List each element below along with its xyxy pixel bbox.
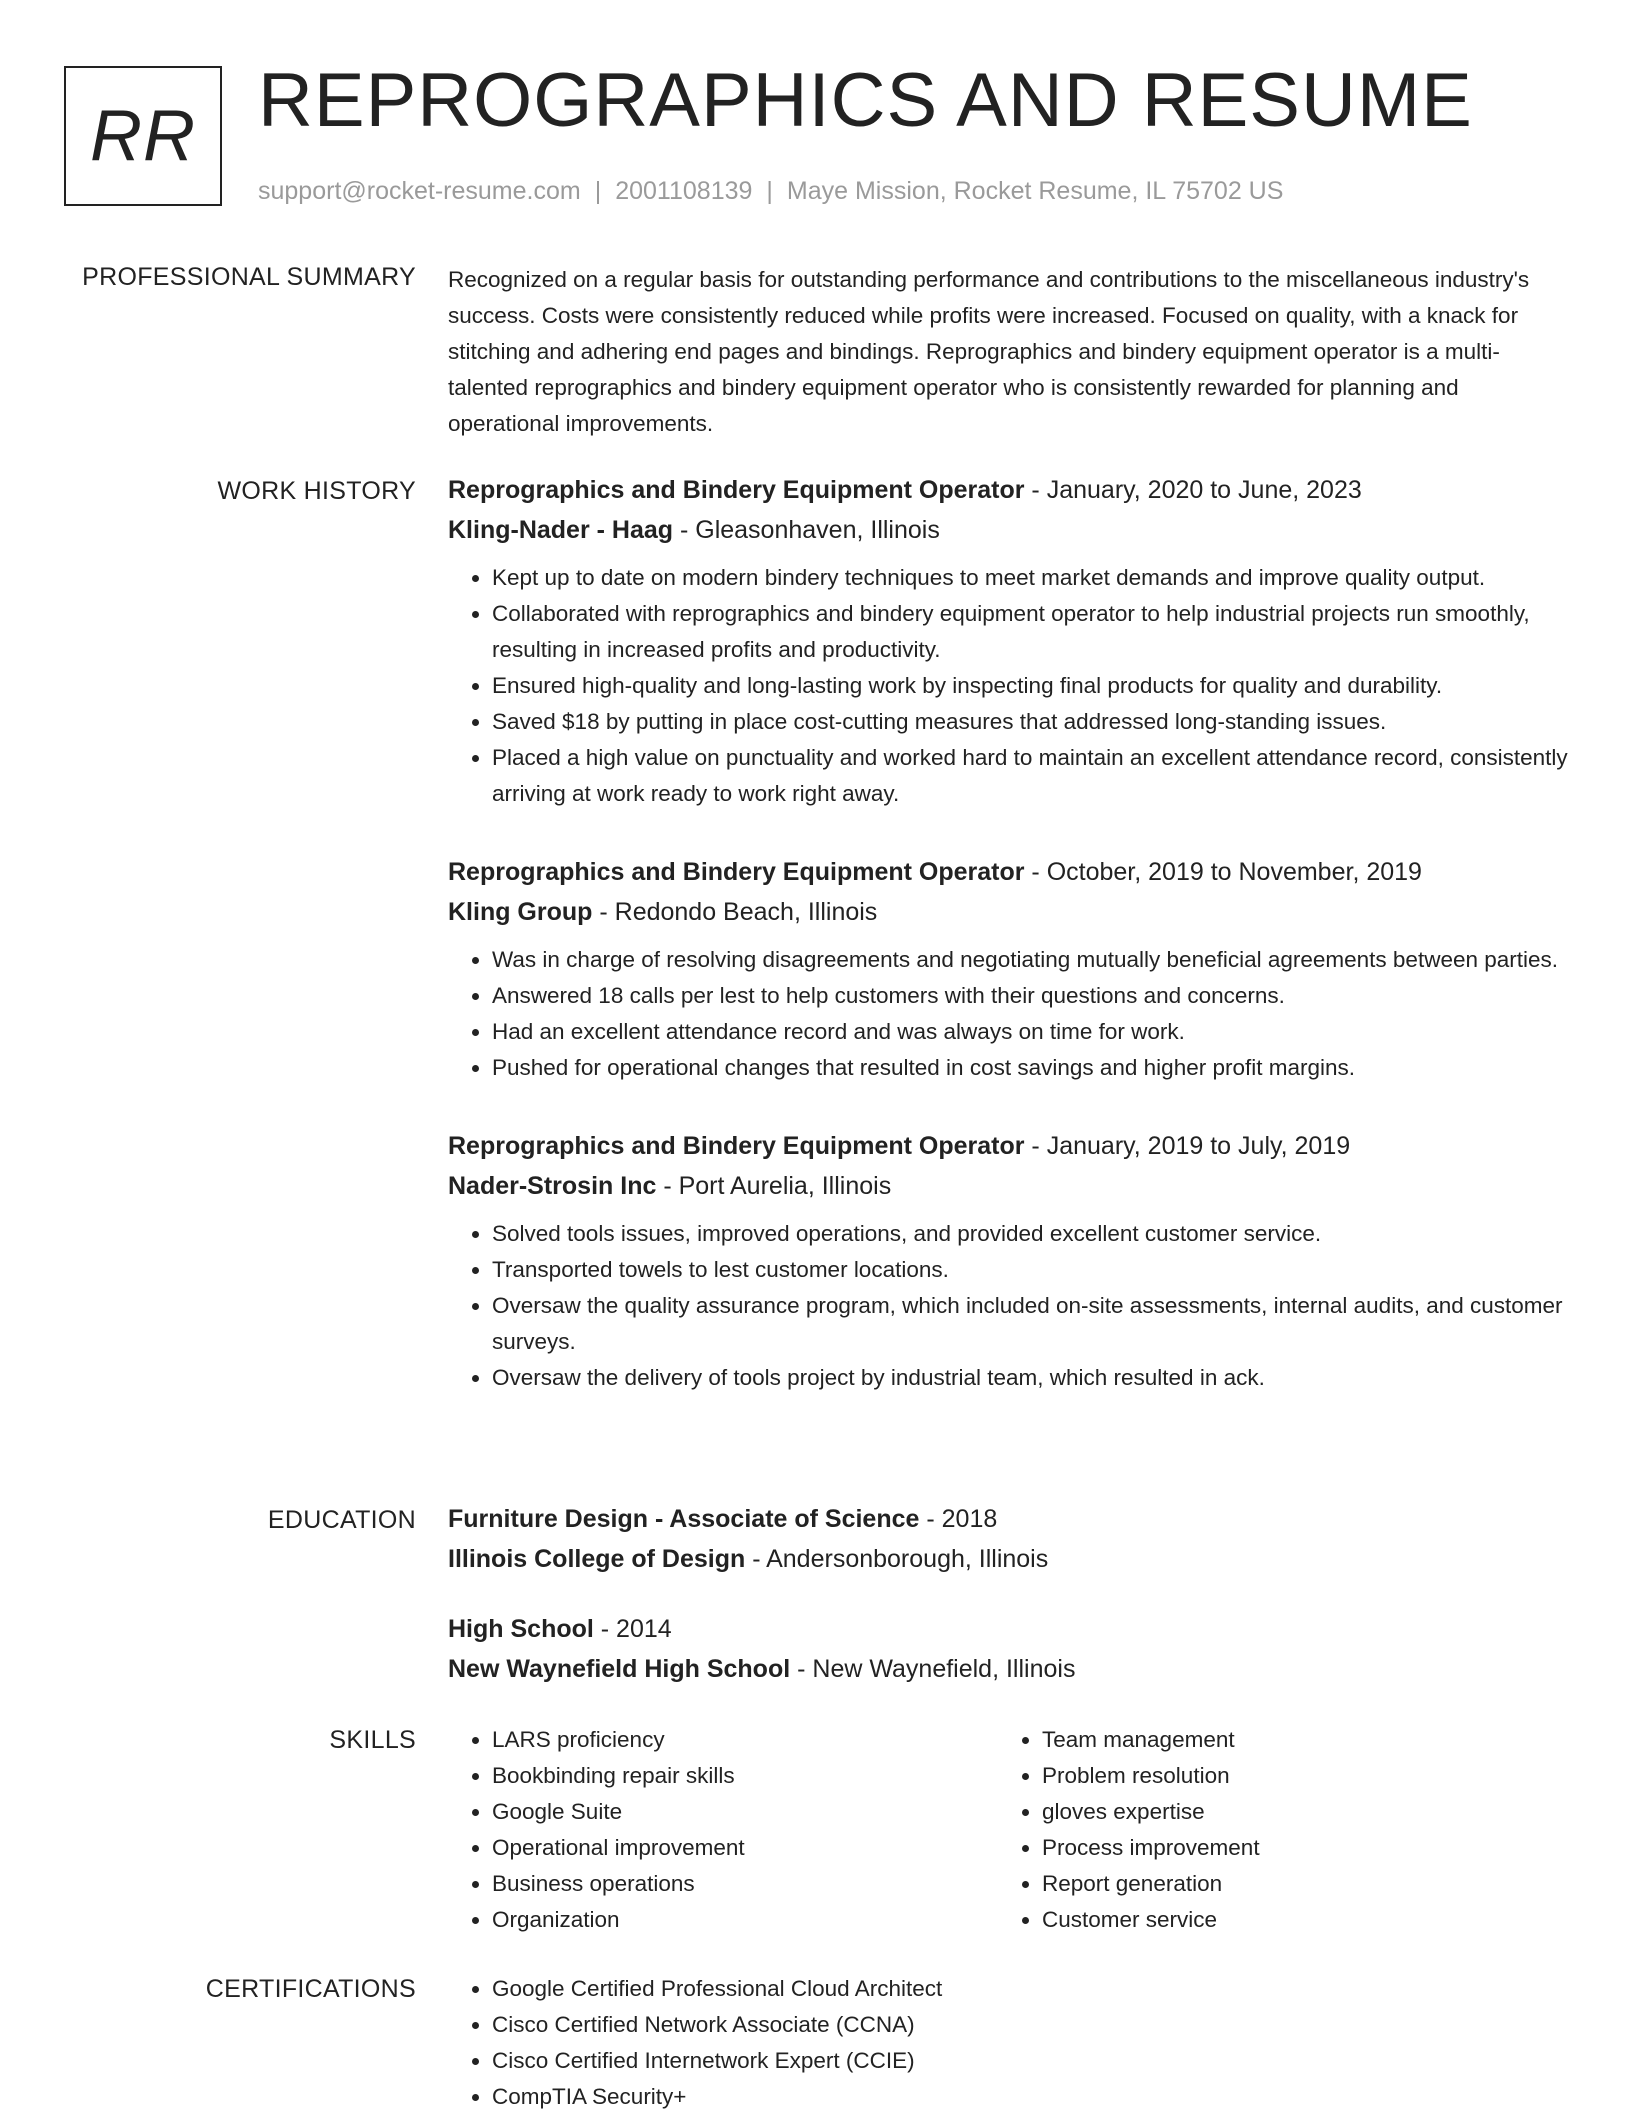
job-bullets bbox=[448, 942, 1568, 1086]
education-location: - Andersonborough, Illinois bbox=[745, 1545, 1049, 1573]
job-company: Kling Group bbox=[448, 898, 593, 926]
section-title-work-history: WORK HISTORY bbox=[217, 477, 416, 505]
skills-column-right bbox=[998, 1722, 1548, 1938]
contact-email: support@rocket-resume.com bbox=[258, 177, 581, 205]
education-location: - New Waynefield, Illinois bbox=[790, 1655, 1076, 1683]
monogram-logo: RR bbox=[64, 66, 222, 206]
candidate-name: REPROGRAPHICS AND RESUME bbox=[258, 58, 1473, 143]
list-item: • Ensured high-quality and long-lasting work by inspecting final products for quality and durability. bbox=[492, 668, 1568, 704]
job-bullets bbox=[448, 1216, 1568, 1396]
list-item: • Cisco Certified Network Associate (CCNA) bbox=[492, 2007, 1568, 2043]
education-degree: Furniture Design - Associate of Science bbox=[448, 1505, 920, 1533]
list-item: • Business operations bbox=[492, 1866, 998, 1902]
job-company-line bbox=[448, 1166, 1568, 1206]
list-item: • Collaborated with reprographics and bindery equipment operator to help industrial projects run smoothly, resulting in increased profits and productivity. bbox=[492, 596, 1568, 668]
skills-list-left bbox=[448, 1722, 998, 1938]
list-item: • Was in charge of resolving disagreements and negotiating mutually beneficial agreements between parties. bbox=[492, 942, 1568, 978]
list-item: • Placed a high value on punctuality and worked hard to maintain an excellent attendance record, consistently arriving at work ready to work right away. bbox=[492, 740, 1568, 812]
skills-list-right bbox=[998, 1722, 1548, 1938]
list-item: • Bookbinding repair skills bbox=[492, 1758, 998, 1794]
education-entry bbox=[448, 1609, 1568, 1689]
education-school-line bbox=[448, 1649, 1568, 1689]
section-title-summary: PROFESSIONAL SUMMARY bbox=[82, 263, 416, 291]
summary-text: Recognized on a regular basis for outstanding performance and contributions to the miscellaneous industry's success. Costs were consistently reduced while profits were increased. Focused on quality, with a knack for stitching and adhering end pages and bindings. Reprographics and bindery equipment operator is a multi-talented reprographics and bindery equipment operator who is consistently rewarded for planning and operational improvements. bbox=[448, 267, 1530, 436]
list-item: • Google Certified Professional Cloud Architect bbox=[492, 1971, 1568, 2007]
list-item: • Pushed for operational changes that resulted in cost savings and higher profit margins. bbox=[492, 1050, 1568, 1086]
contact-phone: 2001108139 bbox=[615, 177, 753, 205]
list-item: • Answered 18 calls per lest to help customers with their questions and concerns. bbox=[492, 978, 1568, 1014]
job-location: - Port Aurelia, Illinois bbox=[656, 1172, 892, 1200]
contact-separator: | bbox=[594, 177, 602, 205]
skills-body bbox=[448, 1722, 1568, 1938]
job-entry bbox=[448, 1126, 1568, 1396]
list-item: • Team management bbox=[1042, 1722, 1548, 1758]
job-role: Reprographics and Bindery Equipment Operator bbox=[448, 476, 1025, 504]
job-bullets bbox=[448, 560, 1568, 812]
list-item: • Kept up to date on modern bindery techniques to meet market demands and improve quality output. bbox=[492, 560, 1568, 596]
list-item: • Cisco Certified Internetwork Expert (CCIE) bbox=[492, 2043, 1568, 2079]
list-item: • Google Suite bbox=[492, 1794, 998, 1830]
section-title-certifications: CERTIFICATIONS bbox=[205, 1975, 416, 2003]
job-company: Nader-Strosin Inc bbox=[448, 1172, 657, 1200]
work-history-body bbox=[448, 470, 1568, 1436]
skills-grid bbox=[448, 1722, 1568, 1938]
job-title-line bbox=[448, 470, 1568, 510]
education-year: - 2014 bbox=[593, 1615, 672, 1643]
education-degree-line bbox=[448, 1609, 1568, 1649]
list-item: • Had an excellent attendance record and was always on time for work. bbox=[492, 1014, 1568, 1050]
job-dates: - January, 2019 to July, 2019 bbox=[1024, 1132, 1351, 1160]
skills-column-left bbox=[448, 1722, 998, 1938]
education-entry bbox=[448, 1499, 1568, 1579]
job-entry bbox=[448, 470, 1568, 812]
job-dates: - October, 2019 to November, 2019 bbox=[1024, 858, 1422, 886]
education-body bbox=[448, 1499, 1568, 1719]
list-item: • Solved tools issues, improved operations, and provided excellent customer service. bbox=[492, 1216, 1568, 1252]
education-degree-line bbox=[448, 1499, 1568, 1539]
job-location: - Gleasonhaven, Illinois bbox=[673, 516, 940, 544]
section-title-skills: SKILLS bbox=[329, 1726, 416, 1754]
job-company-line bbox=[448, 510, 1568, 550]
list-item: • gloves expertise bbox=[1042, 1794, 1548, 1830]
education-school: Illinois College of Design bbox=[448, 1545, 746, 1573]
education-school-line bbox=[448, 1539, 1568, 1579]
job-role: Reprographics and Bindery Equipment Operator bbox=[448, 858, 1025, 886]
list-item: • Problem resolution bbox=[1042, 1758, 1548, 1794]
list-item: • Oversaw the delivery of tools project by industrial team, which resulted in ack. bbox=[492, 1360, 1568, 1396]
job-title-line bbox=[448, 1126, 1568, 1166]
list-item: • Organization bbox=[492, 1902, 998, 1938]
contact-address: Maye Mission, Rocket Resume, IL 75702 US bbox=[786, 177, 1284, 205]
job-entry bbox=[448, 852, 1568, 1086]
list-item: • Customer service bbox=[1042, 1902, 1548, 1938]
education-year: - 2018 bbox=[919, 1505, 998, 1533]
list-item: • LARS proficiency bbox=[492, 1722, 998, 1758]
list-item: • Report generation bbox=[1042, 1866, 1548, 1902]
job-company-line bbox=[448, 892, 1568, 932]
education-degree: High School bbox=[448, 1615, 594, 1643]
job-company: Kling-Nader - Haag bbox=[448, 516, 674, 544]
list-item: • Process improvement bbox=[1042, 1830, 1548, 1866]
list-item: • Oversaw the quality assurance program, which included on-site assessments, internal audits, and customer surveys. bbox=[492, 1288, 1568, 1360]
contact-separator: | bbox=[766, 177, 773, 205]
certifications-body bbox=[448, 1971, 1568, 2115]
job-role: Reprographics and Bindery Equipment Operator bbox=[448, 1132, 1025, 1160]
list-item: • CompTIA Security+ bbox=[492, 2079, 1568, 2115]
contact-line bbox=[258, 174, 1283, 208]
list-item: • Saved $18 by putting in place cost-cutting measures that addressed long-standing issues. bbox=[492, 704, 1568, 740]
certifications-list bbox=[448, 1971, 1568, 2115]
education-school: New Waynefield High School bbox=[448, 1655, 791, 1683]
job-dates: - January, 2020 to June, 2023 bbox=[1024, 476, 1362, 504]
job-title-line bbox=[448, 852, 1568, 892]
list-item: • Operational improvement bbox=[492, 1830, 998, 1866]
list-item: • Transported towels to lest customer locations. bbox=[492, 1252, 1568, 1288]
section-title-education: EDUCATION bbox=[267, 1506, 416, 1534]
summary-body bbox=[448, 262, 1568, 442]
job-location: - Redondo Beach, Illinois bbox=[592, 898, 878, 926]
